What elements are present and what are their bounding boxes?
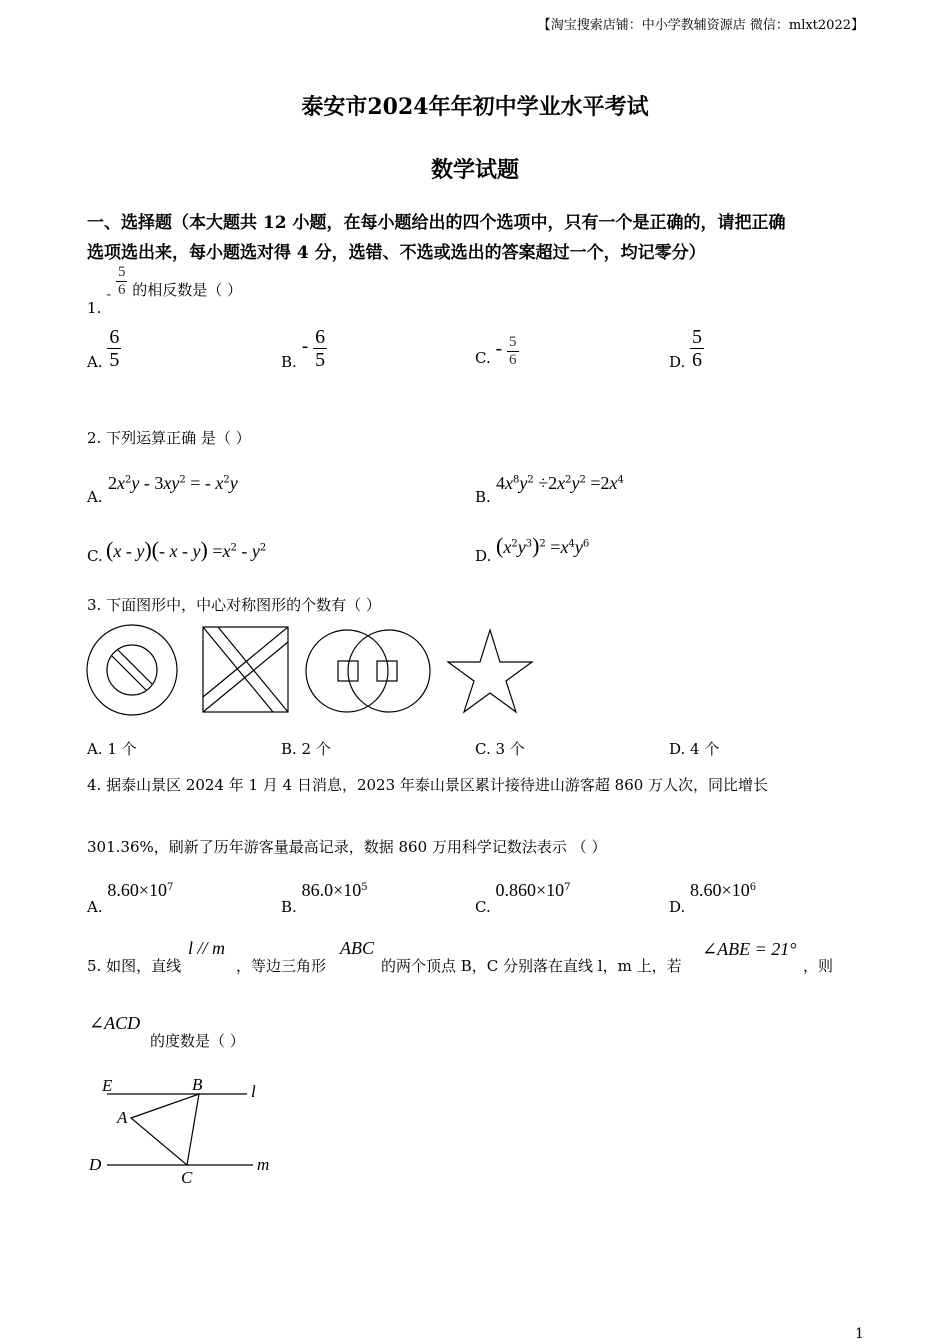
label-d: D [89,1155,102,1174]
figure-circle-slash [87,625,177,715]
q5-part3: 的两个顶点 B，C 分别落在直线 l，m 上，若 [381,957,682,975]
label-m: m [257,1155,270,1174]
figure-coins [306,630,430,712]
q5-math-parallel: l // m [188,938,226,958]
q3-figures [80,620,550,720]
question-1 [87,264,243,317]
q1-fraction: $\frac{5}{6}$ [117,264,126,298]
header-note: 【淘宝搜索店铺：中小学教辅资源店 微信：mlxt2022】 [537,18,864,33]
q5-part4: ，则 [803,957,834,975]
q3-option-d: D. 4 个 [669,740,720,758]
q1-option-d: D. $\frac{5}{6}$ [669,326,703,371]
q2-a-expr: $2x^2y - 3xy^2$ = - $x^2y$ [108,473,238,493]
section-heading-line1: 一、选择题（本大题共 12 小题，在每小题给出的四个选项中，只有一个是正确的，请把正确 [87,213,786,233]
q3-option-b: B. 2 个 [281,740,331,758]
page-title: 泰安市2024年年初中学业水平考试 [301,94,649,120]
q5-math-angle: ∠ABE = 21° [702,939,797,959]
q2-stem: 2. 下列运算正确 是（ ） [87,429,251,447]
q1-a-fraction: $\frac{6}{5}$ [109,326,120,371]
q1-c-fraction: $\frac{5}{6}$ [509,334,517,368]
q4-line1: 4. 据泰山景区 2024 年 1 月 4 日消息，2023 年泰山景区累计接待进山游客超 860 万人次，同比增长 [87,776,769,794]
q2-b-label: B. [475,488,491,506]
q4-option-b: B. $86.0\times 10^5$ [281,880,368,916]
label-c: C [181,1168,193,1187]
q1-d-fraction: $\frac{5}{6}$ [692,326,703,371]
label-l: l [251,1082,256,1101]
q2-d-label: D. [475,547,492,565]
q1-option-a: A. $\frac{6}{5}$ [87,326,120,371]
q2-d-expr: $(x^2y^3)^2 =x^4y^6$ [496,533,590,558]
q2-c-label: C. [87,547,103,565]
q5-part1: 5. 如图，直线 [87,957,182,975]
label-b: B [192,1075,203,1094]
q3-stem: 3. 下面图形中，中心对称图形的个数有（ ） [87,596,381,614]
triangle-abc [131,1094,199,1165]
q5-part5: 的度数是（ ） [150,1032,245,1050]
q4-option-d: D. $8.60\times 10^6$ [669,880,757,916]
q4-option-c: C. $0.860\times 10^7$ [475,880,571,916]
q4-line2: 301.36%，刷新了历年游客量最高记录，数据 860 万用科学记数法表示 （ ） [87,838,607,856]
q3-option-c: C. 3 个 [475,740,525,758]
q5-math-abc: ABC [340,938,374,958]
figure-star [448,630,532,712]
q5-figure [85,1070,285,1190]
page-subtitle: 数学试题 [430,157,519,183]
page-number: 1 [855,1326,864,1342]
q3-option-a: A. 1 个 [87,740,137,758]
q2-a-label: A. [87,488,103,506]
section-heading-line2: 选项选出来，每小题选对得 4 分，选错、不选或选出的答案超过一个，均记零分） [87,243,706,263]
label-e: E [102,1076,113,1095]
q1-number: 1. [87,299,102,317]
q1-option-c: C. - $\frac{5}{6}$ [475,334,517,368]
q1-option-b: B. - $\frac{6}{5}$ [281,326,326,371]
q1-b-fraction: $\frac{6}{5}$ [315,326,326,371]
q1-sign: - [106,285,112,303]
q1-stem: 的相反数是（ ） [132,281,243,299]
q5-math-acd: ∠ACD [89,1013,141,1033]
q5-part2: ，等边三角形 [236,957,327,975]
q2-c-expr: (x - y)(- $x - y) =x^2 - y^2$ [106,537,267,562]
q2-b-expr: $4x^8y^2 \div 2x^2y^2 =2x^4$ [496,473,624,493]
figure-pinwheel-square [203,627,288,712]
label-a: A [117,1108,128,1127]
q4-option-a: A. $8.60\times 10^7$ [87,880,174,916]
